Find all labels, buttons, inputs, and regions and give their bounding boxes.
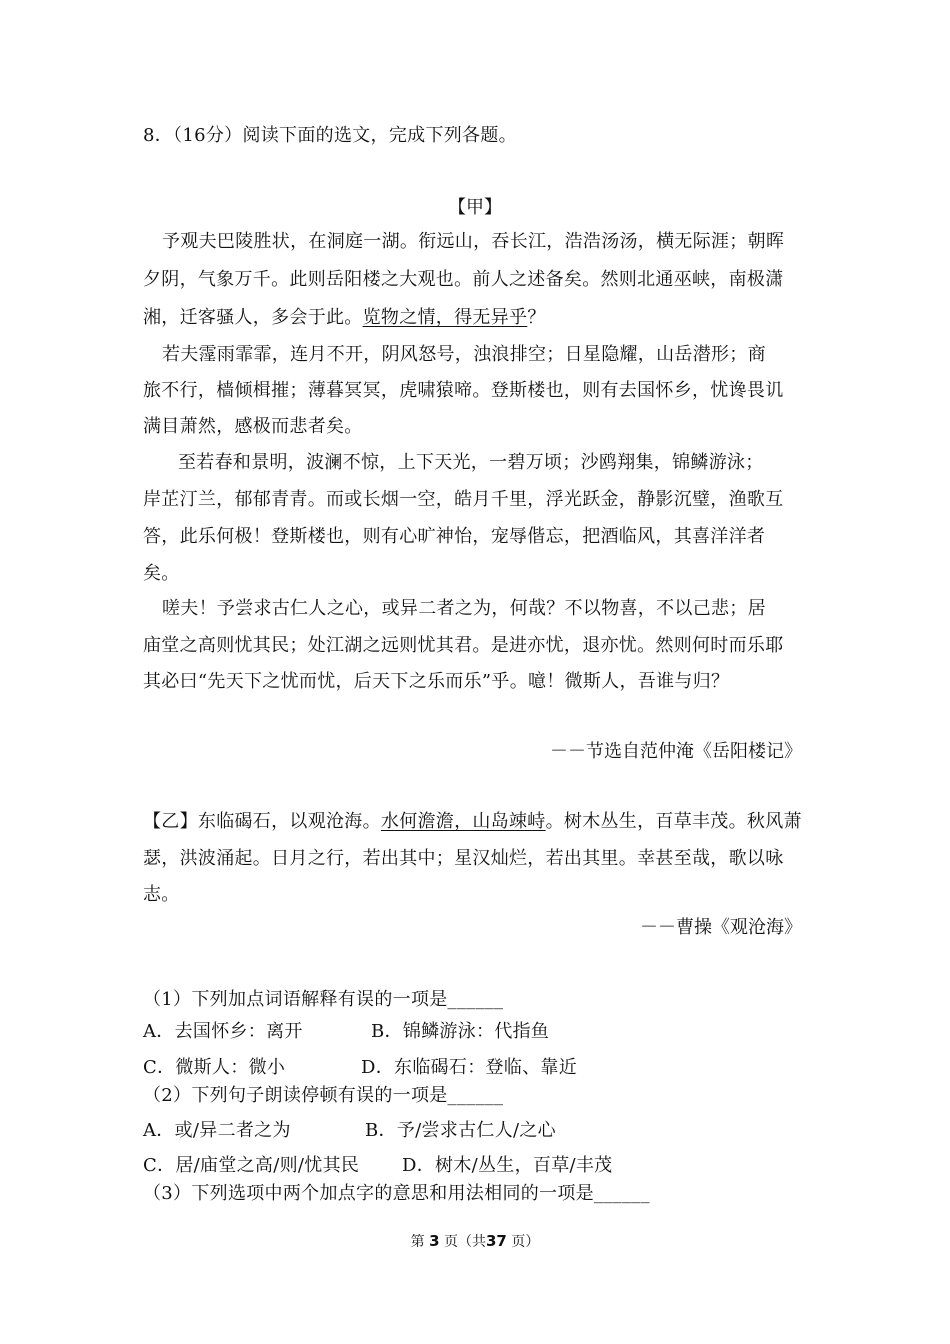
q2-option-d: D．树木/丛生，百草/丰茂	[402, 1155, 613, 1176]
q1-option-d: D．东临碣石：登临、靠近	[361, 1057, 578, 1078]
q1-option-a: A．去国怀乡：离开	[143, 1021, 303, 1042]
yi-line1	[143, 810, 802, 834]
jia-p1-line3	[143, 306, 546, 330]
jia-p1-line3-text: 湘，迁客骚人，多会于此。	[143, 307, 363, 328]
q1-prompt: （1）下列加点词语解释有误的一项是______	[143, 989, 504, 1010]
q2-prompt: （2）下列句子朗读停顿有误的一项是______	[143, 1085, 504, 1106]
yi-source: －－曹操《观沧海》	[640, 917, 802, 938]
jia-p3-line1: 至若春和景明，波澜不惊，上下天光，一碧万顷；沙鸥翔集，锦鳞游泳；	[178, 452, 764, 473]
q1-option-b: B．锦鳞游泳：代指鱼	[371, 1021, 550, 1042]
jia-source: －－节选自范仲淹《岳阳楼记》	[550, 741, 802, 762]
q2-option-a: A．或/异二者之为	[143, 1120, 291, 1141]
q2-options-row2	[143, 1154, 612, 1178]
jia-p4-line1: 嗟夫！予尝求古仁人之心，或异二者之为，何哉？不以物喜，不以己悲；居	[162, 598, 766, 619]
footer-prefix: 第	[410, 1234, 425, 1250]
jia-p4-line3: 其必曰“先天下之忧而忧，后天下之乐而乐”乎。噫！微斯人，吾谁与归？	[143, 671, 730, 692]
page-footer	[0, 1231, 950, 1252]
q2-option-c: C．居/庙堂之高/则/忧其民	[143, 1155, 360, 1176]
section-label-jia: 【甲】	[448, 197, 502, 218]
footer-total-pages: 37	[486, 1232, 507, 1250]
jia-p2-line1: 若夫霪雨霏霏，连月不开，阴风怒号，浊浪排空；日星隐耀，山岳潜形；商	[162, 344, 766, 365]
yi-line1-text: 【乙】东临碣石，以观沧海。	[143, 811, 381, 832]
q3-prompt: （3）下列选项中两个加点字的意思和用法相同的一项是______	[143, 1183, 650, 1204]
yi-underlined-sentence: 水何澹澹，山岛竦峙	[380, 811, 546, 832]
jia-p3-line4: 矣。	[143, 563, 180, 584]
yi-line2: 瑟，洪波涌起。日月之行，若出其中；星汉灿烂，若出其里。幸甚至哉，歌以咏	[143, 848, 784, 869]
q1-options-row1	[143, 1020, 549, 1044]
underlined-sentence: 览物之情，得无异乎	[362, 307, 528, 328]
jia-p2-line3: 满目萧然，感极而悲者矣。	[143, 416, 363, 437]
question-header: 8．（16分）阅读下面的选文，完成下列各题。	[143, 125, 517, 146]
yi-line1-rest: 。树木丛生，百草丰茂。秋风萧	[545, 811, 802, 832]
q2-option-b: B．予/尝求古仁人/之心	[365, 1120, 556, 1141]
jia-p2-line2: 旅不行，樯倾楫摧；薄暮冥冥，虎啸猿啼。登斯楼也，则有去国怀乡，忧谗畏讥	[143, 380, 784, 401]
jia-p1-line1: 予观夫巴陵胜状，在洞庭一湖。衔远山，吞长江，浩浩汤汤，横无际涯；朝晖	[162, 231, 785, 252]
yi-line3: 志。	[143, 884, 180, 905]
footer-suffix: 页）	[511, 1234, 540, 1250]
jia-p4-line2: 庙堂之高则忧其民；处江湖之远则忧其君。是进亦忧，退亦忧。然则何时而乐耶	[143, 635, 784, 656]
q1-options-row2	[143, 1056, 577, 1080]
footer-middle: 页（共	[444, 1234, 486, 1250]
jia-p3-line3: 答，此乐何极！登斯楼也，则有心旷神怡，宠辱偕忘，把酒临风，其喜洋洋者	[143, 526, 766, 547]
jia-p3-line2: 岸芷汀兰，郁郁青青。而或长烟一空，皓月千里，浮光跃金，静影沉璧，渔歌互	[143, 489, 784, 510]
jia-p1-line2: 夕阴，气象万千。此则岳阳楼之大观也。前人之述备矣。然则北通巫峡，南极潇	[143, 269, 784, 290]
q2-options-row1	[143, 1119, 556, 1143]
jia-p1-line3-end: ？	[527, 307, 546, 328]
q1-option-c: C．微斯人：微小	[143, 1057, 286, 1078]
footer-page-number: 3	[429, 1232, 440, 1250]
